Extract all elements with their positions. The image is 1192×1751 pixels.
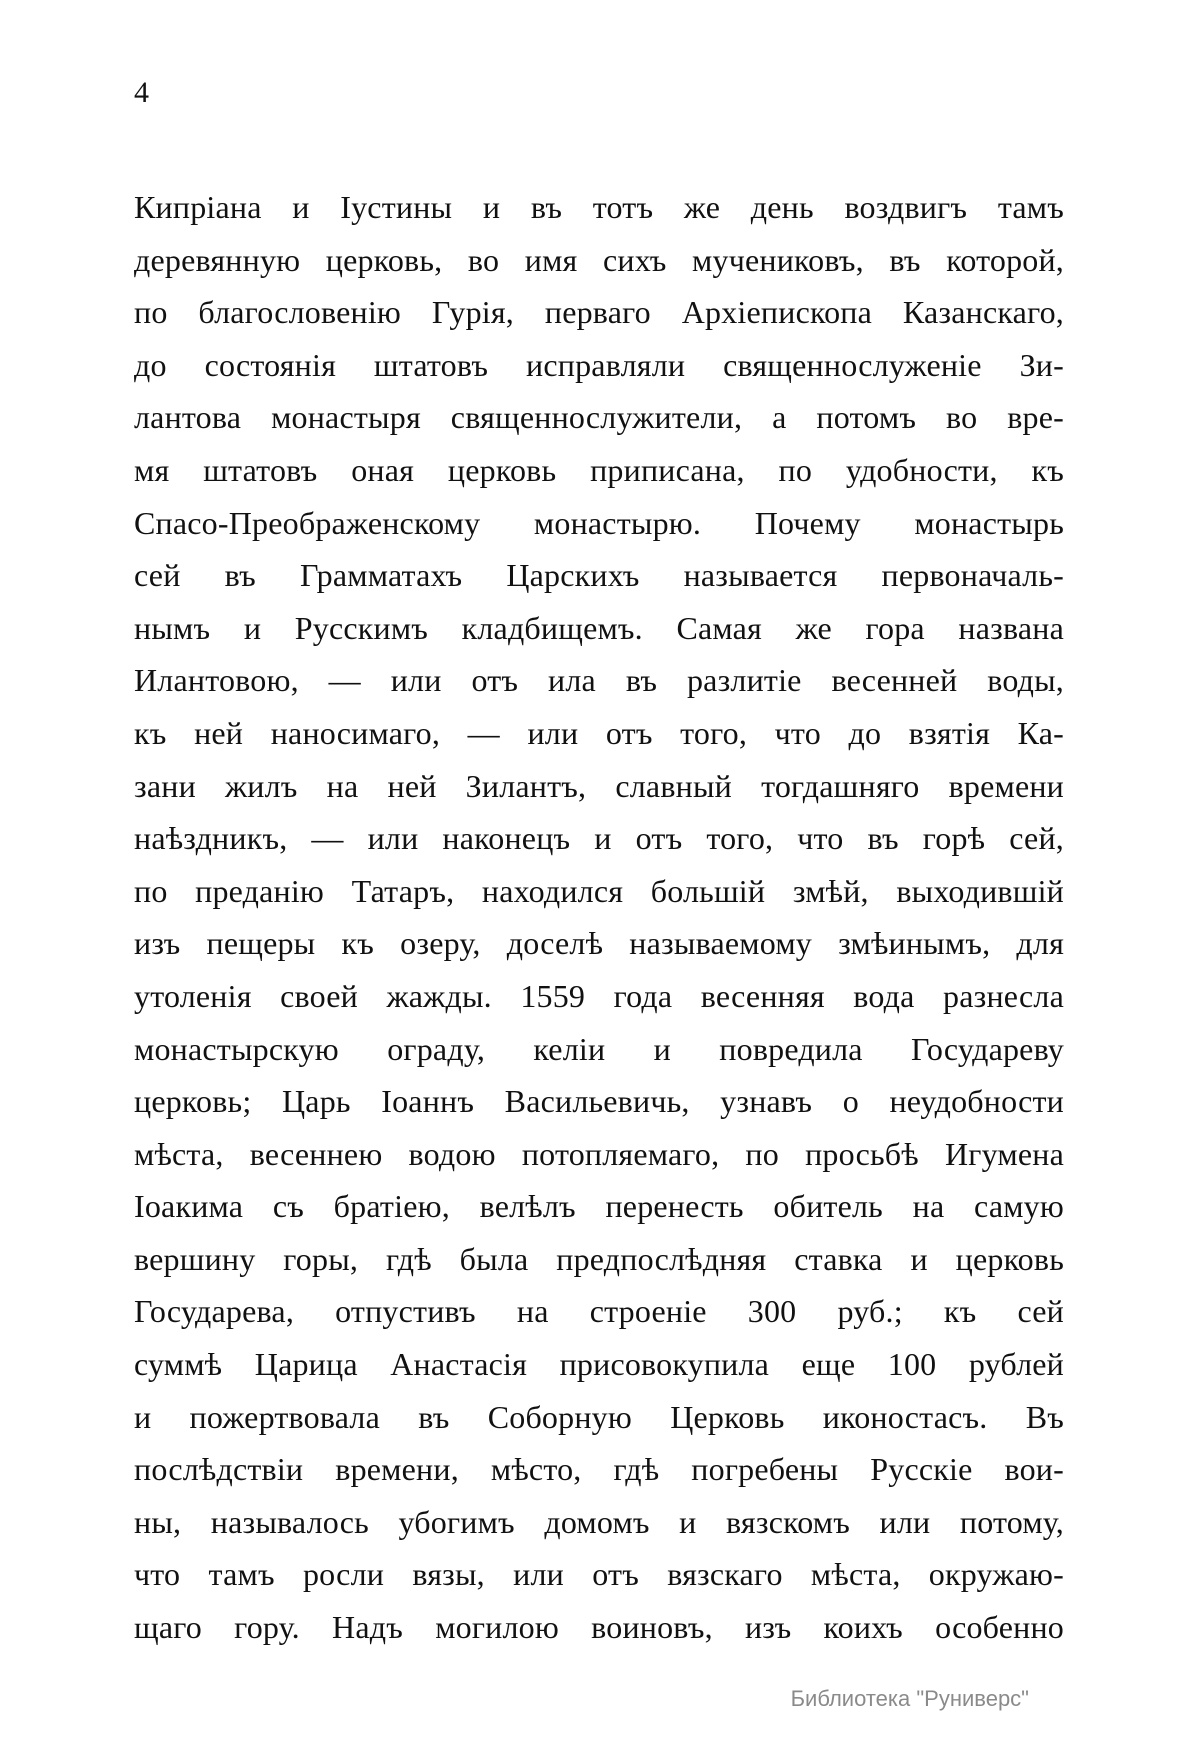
text-line: что тамъ росли вязы, или отъ вязскаго мѣста, окружаю- [134,1556,1064,1593]
text-line: по преданію Татаръ, находился большій змѣй, выходившій [134,872,1064,909]
text-line: утоленія своей жажды. 1559 года весенняя вода разнесла [134,977,1064,1014]
text-line: и пожертвовала въ Соборную Церковь иконостасъ. Въ [134,1398,1064,1435]
text-line: церковь; Царь Іоаннъ Васильевичь, узнавъ о неудобности [134,1083,1064,1120]
text-line: вершину горы, гдѣ была предпослѣдняя ставка и церковь [134,1240,1064,1277]
body-text [134,181,1064,1654]
text-line: Илантовою, — или отъ ила въ разлитіе весенней воды, [134,662,1064,699]
text-line: суммѣ Царица Анастасія присовокупила еще 100 рублей [134,1346,1064,1383]
text-line: монастырскую ограду, келіи и повредила Государеву [134,1030,1064,1067]
text-line: деревянную церковь, во имя сихъ мучениковъ, въ которой, [134,241,1064,278]
text-line: зани жилъ на ней Зилантъ, славный тогдашняго времени [134,767,1064,804]
library-watermark: Библиотека "Руниверс" [790,1686,1029,1711]
text-line: Государева, отпустивъ на строеніе 300 руб.; къ сей [134,1293,1064,1330]
text-line: Спасо-Преображенскому монастырю. Почему монастырь [134,504,1064,541]
text-line: мѣста, весеннею водою потопляемаго, по просьбѣ Игумена [134,1135,1064,1172]
text-line: наѣздникъ, — или наконецъ и отъ того, что въ горѣ сей, [134,820,1064,857]
text-line: щаго гору. Надъ могилою воиновъ, изъ коихъ особенно [134,1609,1064,1646]
text-line: къ ней наносимаго, — или отъ того, что до взятія Ка- [134,714,1064,751]
text-line: Іоакима съ братіею, велѣлъ перенесть обитель на самую [134,1188,1064,1225]
text-line: сей въ Грамматахъ Царскихъ называется первоначаль- [134,557,1064,594]
text-line: Кипріана и Іустины и въ тотъ же день воздвигъ тамъ [134,189,1064,225]
text-line: ны, называлось убогимъ домомъ и вязскомъ или потому, [134,1503,1064,1540]
text-line: изъ пещеры къ озеру, доселѣ называемому змѣинымъ, для [134,925,1064,962]
text-line: до состоянія штатовъ исправляли священнослуженіе Зи- [134,346,1064,383]
text-line: мя штатовъ оная церковь приписана, по удобности, къ [134,451,1064,488]
page-number: 4 [134,76,149,109]
text-line: нымъ и Русскимъ кладбищемъ. Самая же гора названа [134,609,1064,646]
text-line: по благословенію Гурія, перваго Архіепископа Казанскаго, [134,294,1064,331]
text-line: лантова монастыря священнослужители, а потомъ во вре- [134,399,1064,436]
text-line: послѣдствіи времени, мѣсто, гдѣ погребены Русскіе вои- [134,1451,1064,1488]
